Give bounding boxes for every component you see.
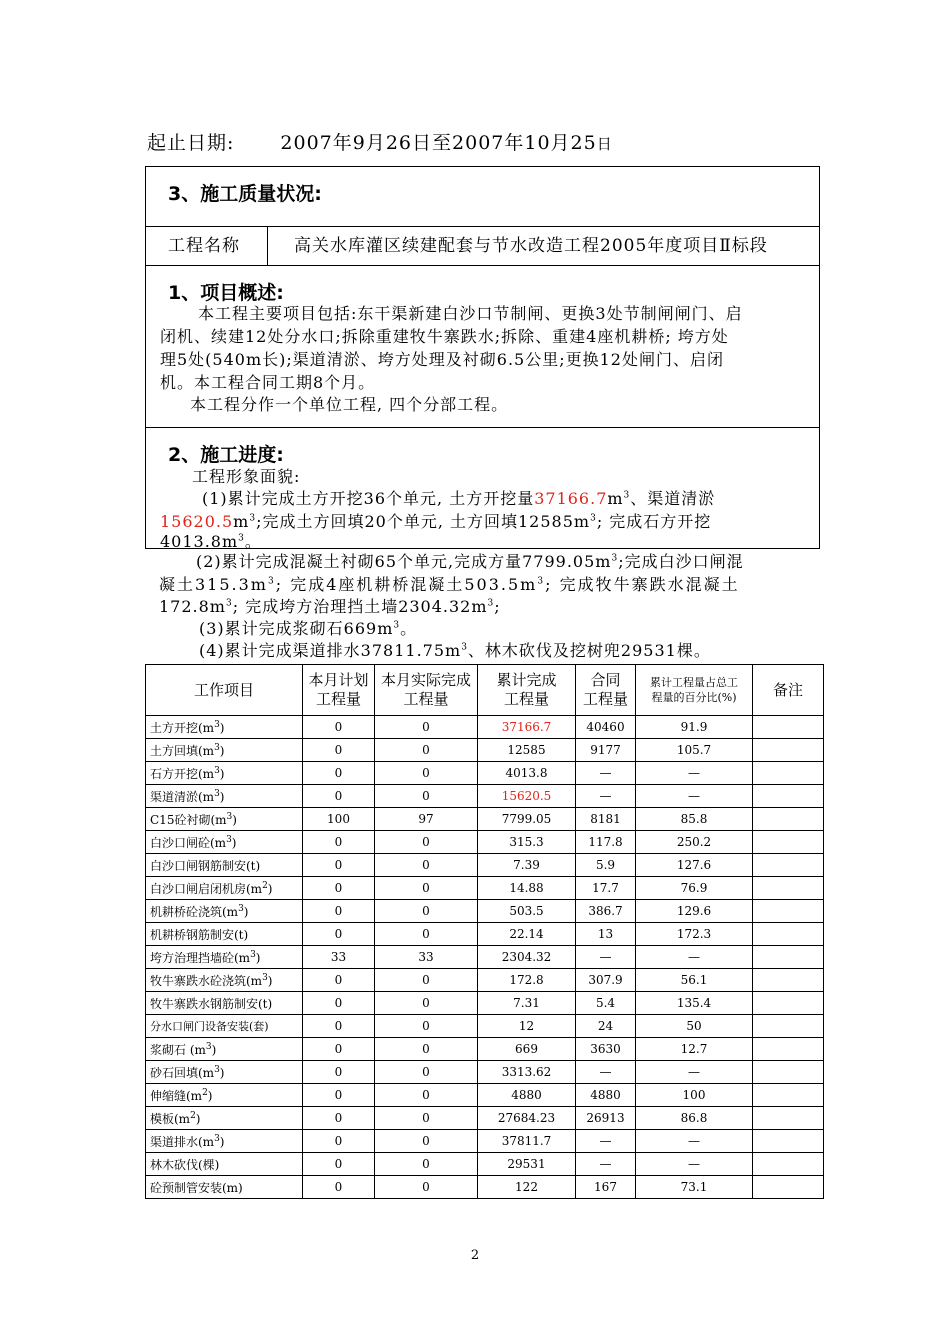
cell-note (753, 877, 824, 900)
cell-contract: — (576, 1130, 636, 1153)
cell-actual: 0 (375, 877, 478, 900)
cell-plan: 0 (303, 992, 375, 1015)
cell-plan: 0 (303, 1084, 375, 1107)
cell-cum: 172.8 (478, 969, 576, 992)
date-range (147, 128, 613, 155)
cell-contract: — (576, 946, 636, 969)
cell-item: 砼预制管安装(m) (146, 1176, 303, 1199)
progress-item-3: (3)累计完成浆砌石$669m^3$。 (199, 619, 418, 638)
cell-actual: 0 (375, 1107, 478, 1130)
cell-item: 模板$(m^2)$ (146, 1107, 303, 1130)
table-row (146, 1015, 824, 1038)
cell-cum: 15620.5 (478, 785, 576, 808)
cell-pct: 56.1 (636, 969, 753, 992)
cell-contract: 3630 (576, 1038, 636, 1061)
cell-item: 白沙口闸砼$(m^3)$ (146, 831, 303, 854)
cell-note (753, 762, 824, 785)
cell-cum: 122 (478, 1176, 576, 1199)
overview-section (145, 265, 820, 428)
cell-contract: 5.9 (576, 854, 636, 877)
cell-cum: 29531 (478, 1153, 576, 1176)
cell-contract: 8181 (576, 808, 636, 831)
cell-plan: 33 (303, 946, 375, 969)
cell-actual: 33 (375, 946, 478, 969)
cell-plan: 0 (303, 877, 375, 900)
table-row (146, 1038, 824, 1061)
table-row (146, 1153, 824, 1176)
cell-item: 土方回填$(m^3)$ (146, 739, 303, 762)
overview-title: 1、项目概述: (168, 282, 284, 304)
cell-contract: 4880 (576, 1084, 636, 1107)
progress-item-1-line-2: $15620.5m^3$;完成土方回填20个单元, 土方回填$12585m^3$; 完成石方开挖 (160, 512, 712, 531)
cell-note (753, 785, 824, 808)
cell-note (753, 1153, 824, 1176)
cell-note (753, 946, 824, 969)
cell-actual: 0 (375, 1038, 478, 1061)
cell-actual: 0 (375, 854, 478, 877)
cell-actual: 0 (375, 923, 478, 946)
cell-actual: 0 (375, 739, 478, 762)
cell-note (753, 831, 824, 854)
header-plan: 本月计划 工程量 (303, 665, 375, 716)
cell-item: 牧牛寨跌水钢筋制安(t) (146, 992, 303, 1015)
project-row (145, 226, 820, 266)
cell-note (753, 1130, 824, 1153)
header-cumulative: 累计完成 工程量 (478, 665, 576, 716)
date-value: 2007年9月26日至2007年10月25 (280, 132, 597, 154)
table-row (146, 716, 824, 739)
cell-cum: 2304.32 (478, 946, 576, 969)
table-row (146, 762, 824, 785)
cell-pct: — (636, 1153, 753, 1176)
cell-actual: 0 (375, 900, 478, 923)
page-number: 2 (470, 1248, 480, 1263)
cell-item: 白沙口闸启闭机房$(m^2)$ (146, 877, 303, 900)
header-percent: 累计工程量占总工 程量的百分比(%) (636, 665, 753, 716)
cell-note (753, 969, 824, 992)
table-row (146, 1107, 824, 1130)
cell-actual: 0 (375, 1176, 478, 1199)
cell-actual: 0 (375, 716, 478, 739)
cell-plan: 0 (303, 1107, 375, 1130)
cell-item: 渠道排水$(m^3)$ (146, 1130, 303, 1153)
cell-plan: 0 (303, 1176, 375, 1199)
cell-cum: 669 (478, 1038, 576, 1061)
cell-item: 牧牛寨跌水砼浇筑$(m^3)$ (146, 969, 303, 992)
header-contract: 合同 工程量 (576, 665, 636, 716)
cell-contract: 17.7 (576, 877, 636, 900)
cell-actual: 0 (375, 1084, 478, 1107)
table-row (146, 1130, 824, 1153)
header-actual: 本月实际完成 工程量 (375, 665, 478, 716)
cell-pct: — (636, 762, 753, 785)
header-note: 备注 (753, 665, 824, 716)
cell-cum: 12 (478, 1015, 576, 1038)
cell-actual: 0 (375, 992, 478, 1015)
cell-plan: 100 (303, 808, 375, 831)
cell-contract: 13 (576, 923, 636, 946)
table-row (146, 739, 824, 762)
cell-item: 白沙口闸钢筋制安(t) (146, 854, 303, 877)
table-header-row (146, 665, 824, 716)
cell-pct: — (636, 785, 753, 808)
cell-cum: 4013.8 (478, 762, 576, 785)
cell-contract: 307.9 (576, 969, 636, 992)
cell-pct: 250.2 (636, 831, 753, 854)
progress-item-2-line-3: $172.8m^3$; 完成垮方治理挡土墙$2304.32m^3$; (159, 597, 501, 616)
cell-item: C15砼衬砌$(m^3)$ (146, 808, 303, 831)
cell-item: 机耕桥钢筋制安(t) (146, 923, 303, 946)
progress-item-1-line-1: (1)累计完成土方开挖36个单元, 土方开挖量$37166.7m^3$、渠道清淤 (202, 489, 716, 508)
overview-line: 闭机、续建12处分水口;拆除重建牧牛寨跌水;拆除、重建4座机耕桥; 垮方处 (160, 327, 729, 346)
progress-item-4: (4)累计完成渠道排水$37811.75m^3$、林木砍伐及挖树兜29531棵。 (199, 641, 711, 660)
table-row (146, 808, 824, 831)
project-divider (267, 227, 268, 265)
cell-plan: 0 (303, 785, 375, 808)
cell-note (753, 1176, 824, 1199)
cell-cum: 315.3 (478, 831, 576, 854)
cell-item: 石方开挖$(m^3)$ (146, 762, 303, 785)
overview-line: 本工程分作一个单位工程, 四个分部工程。 (190, 395, 509, 414)
cell-pct: 12.7 (636, 1038, 753, 1061)
table-row (146, 1176, 824, 1199)
cell-plan: 0 (303, 1130, 375, 1153)
cell-note (753, 992, 824, 1015)
cell-contract: 9177 (576, 739, 636, 762)
table-row (146, 923, 824, 946)
cell-pct: 172.3 (636, 923, 753, 946)
cell-plan: 0 (303, 1061, 375, 1084)
cell-note (753, 923, 824, 946)
cell-plan: 0 (303, 1015, 375, 1038)
cell-cum: 37811.7 (478, 1130, 576, 1153)
cell-pct: 86.8 (636, 1107, 753, 1130)
quality-section (145, 166, 820, 227)
table-row (146, 877, 824, 900)
cell-note (753, 1107, 824, 1130)
table-row (146, 854, 824, 877)
cell-pct: — (636, 1130, 753, 1153)
cell-actual: 0 (375, 785, 478, 808)
table-row (146, 831, 824, 854)
table-row (146, 1061, 824, 1084)
cell-plan: 0 (303, 969, 375, 992)
cell-contract: 117.8 (576, 831, 636, 854)
cell-item: 浆砌石 $(m^3)$ (146, 1038, 303, 1061)
cell-cum: 37166.7 (478, 716, 576, 739)
cell-pct: — (636, 1061, 753, 1084)
cell-item: 土方开挖$(m^3)$ (146, 716, 303, 739)
project-name: 高关水库灌区续建配套与节水改造工程2005年度项目Ⅱ标段 (294, 236, 768, 256)
cell-actual: 0 (375, 1015, 478, 1038)
cell-contract: 386.7 (576, 900, 636, 923)
cell-note (753, 716, 824, 739)
cell-contract: 24 (576, 1015, 636, 1038)
cell-plan: 0 (303, 716, 375, 739)
cell-contract: — (576, 1153, 636, 1176)
cell-cum: 12585 (478, 739, 576, 762)
cell-actual: 0 (375, 1153, 478, 1176)
cell-pct: 50 (636, 1015, 753, 1038)
progress-title: 2、施工进度: (168, 444, 284, 466)
table-row (146, 1084, 824, 1107)
cell-pct: 85.8 (636, 808, 753, 831)
cell-cum: 14.88 (478, 877, 576, 900)
cell-pct: 73.1 (636, 1176, 753, 1199)
cell-actual: 0 (375, 1130, 478, 1153)
cell-plan: 0 (303, 739, 375, 762)
cell-plan: 0 (303, 854, 375, 877)
cell-actual: 97 (375, 808, 478, 831)
table-row (146, 785, 824, 808)
progress-item-1-line-3: $4013.8m^3$。 (160, 532, 262, 551)
cell-contract: — (576, 785, 636, 808)
cell-note (753, 808, 824, 831)
cell-item: 分水口闸门设备安装(套) (146, 1015, 303, 1038)
progress-item-2-line-1: (2)累计完成混凝土衬砌65个单元,完成方量$7799.05m^3$;完成白沙口闸混 (196, 552, 744, 571)
cell-actual: 0 (375, 1061, 478, 1084)
cell-pct: 91.9 (636, 716, 753, 739)
cell-pct: 100 (636, 1084, 753, 1107)
highlight-value: 37166.7 (534, 489, 608, 508)
cell-note (753, 1084, 824, 1107)
header-item: 工作项目 (146, 665, 303, 716)
cell-cum: 7799.05 (478, 808, 576, 831)
progress-item-2-line-2: 凝土$315.3m^3$; 完成4座机耕桥混凝土$503.5m^3$; 完成牧牛寨跌水混凝土 (159, 575, 740, 594)
cell-note (753, 1015, 824, 1038)
overview-line: 机。本工程合同工期8个月。 (160, 373, 376, 392)
cell-cum: 7.31 (478, 992, 576, 1015)
progress-intro: 工程形象面貌: (192, 467, 301, 486)
cell-cum: 7.39 (478, 854, 576, 877)
cell-pct: 129.6 (636, 900, 753, 923)
cell-contract: 26913 (576, 1107, 636, 1130)
cell-pct: 105.7 (636, 739, 753, 762)
date-value-suffix: 日 (596, 135, 613, 153)
cell-pct: — (636, 946, 753, 969)
project-label: 工程名称 (168, 236, 240, 256)
cell-note (753, 900, 824, 923)
cell-contract: 40460 (576, 716, 636, 739)
cell-plan: 0 (303, 1153, 375, 1176)
cell-cum: 22.14 (478, 923, 576, 946)
cell-actual: 0 (375, 831, 478, 854)
cell-plan: 0 (303, 762, 375, 785)
cell-plan: 0 (303, 831, 375, 854)
cell-item: 砂石回填$(m^3)$ (146, 1061, 303, 1084)
cell-contract: — (576, 1061, 636, 1084)
cell-actual: 0 (375, 969, 478, 992)
quality-title: 3、施工质量状况: (168, 183, 322, 205)
table-row (146, 900, 824, 923)
cell-contract: — (576, 762, 636, 785)
cell-item: 垮方治理挡墙砼$(m^3)$ (146, 946, 303, 969)
cell-plan: 0 (303, 1038, 375, 1061)
cell-cum: 27684.23 (478, 1107, 576, 1130)
table-row (146, 969, 824, 992)
cell-actual: 0 (375, 762, 478, 785)
cell-item: 渠道清淤$(m^3)$ (146, 785, 303, 808)
cell-note (753, 1061, 824, 1084)
cell-plan: 0 (303, 900, 375, 923)
cell-item: 机耕桥砼浇筑$(m^3)$ (146, 900, 303, 923)
cell-cum: 4880 (478, 1084, 576, 1107)
progress-table (145, 664, 824, 1199)
cell-item: 林木砍伐(棵) (146, 1153, 303, 1176)
highlight-value: 15620.5 (160, 512, 234, 531)
table-row (146, 992, 824, 1015)
progress-section (145, 427, 820, 549)
table-row (146, 946, 824, 969)
cell-pct: 76.9 (636, 877, 753, 900)
cell-note (753, 739, 824, 762)
cell-pct: 135.4 (636, 992, 753, 1015)
cell-plan: 0 (303, 923, 375, 946)
cell-contract: 5.4 (576, 992, 636, 1015)
cell-cum: 503.5 (478, 900, 576, 923)
cell-item: 伸缩缝$(m^2)$ (146, 1084, 303, 1107)
cell-note (753, 1038, 824, 1061)
cell-note (753, 854, 824, 877)
cell-cum: 3313.62 (478, 1061, 576, 1084)
overview-line: 本工程主要项目包括:东干渠新建白沙口节制闸、更换3处节制闸闸门、启 (198, 304, 743, 323)
cell-contract: 167 (576, 1176, 636, 1199)
overview-line: 理5处(540m长);渠道清淤、垮方处理及衬砌6.5公里;更换12处闸门、启闭 (160, 350, 724, 369)
date-label: 起止日期: (147, 132, 235, 154)
cell-pct: 127.6 (636, 854, 753, 877)
